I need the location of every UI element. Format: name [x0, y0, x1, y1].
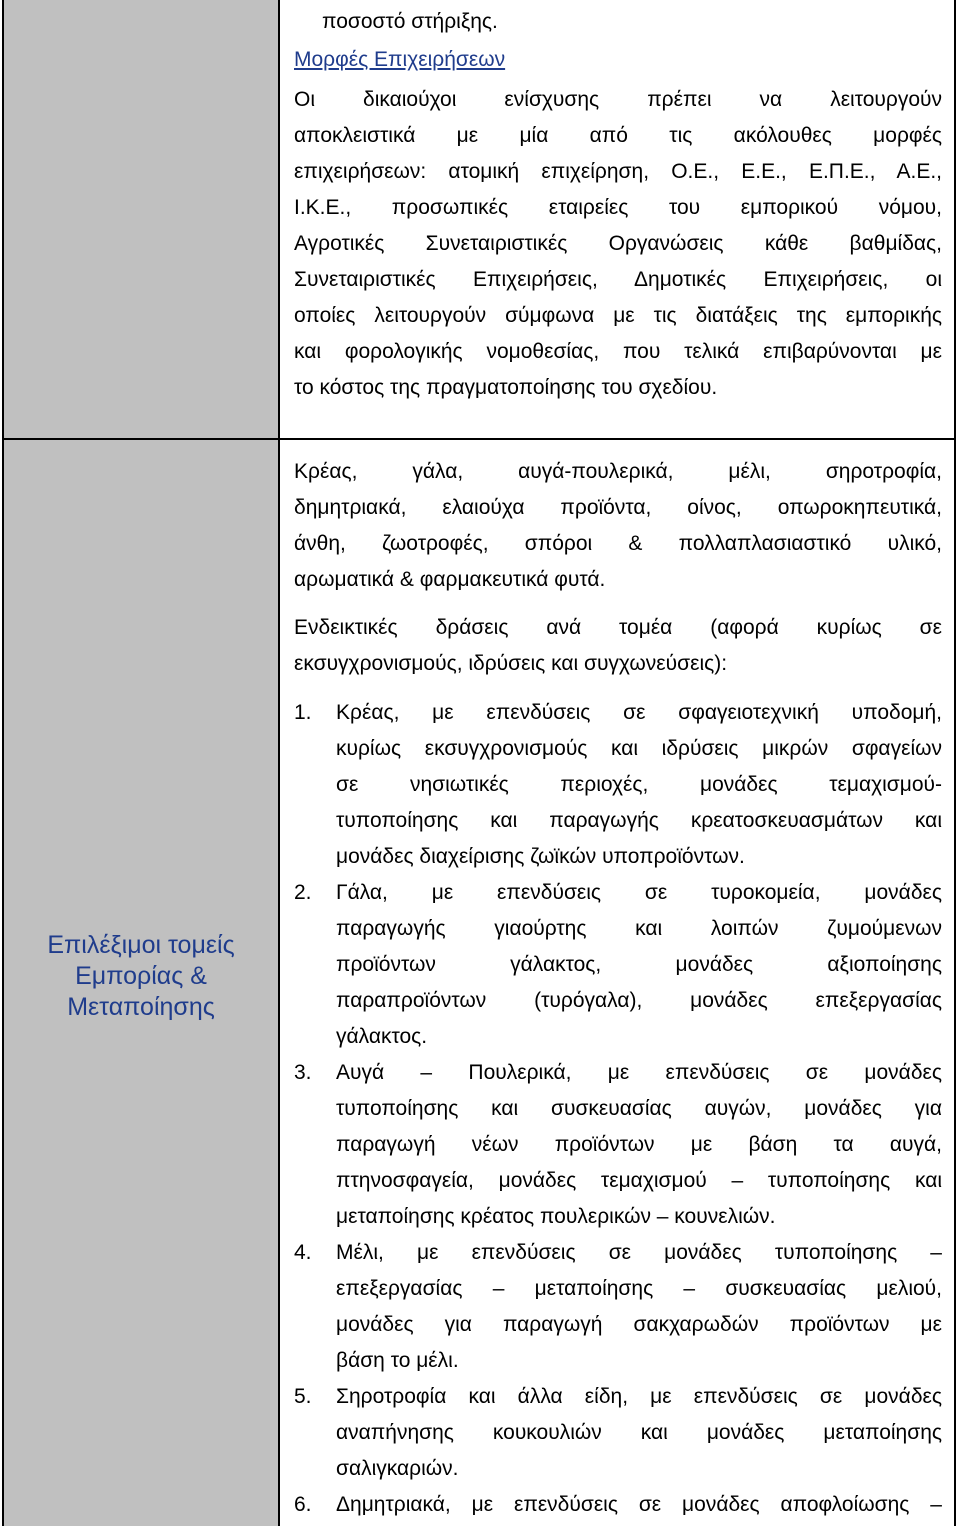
continued-text: ποσοστό στήριξης. — [322, 10, 498, 33]
paragraph-line: αρωματικά & φαρμακευτικά φυτά. — [294, 568, 606, 591]
paragraph-line: δημητριακά, ελαιούχα προϊόντα, οίνος, οπωροκηπευτικά, — [294, 496, 942, 519]
examples-paragraph — [294, 610, 942, 682]
business-forms-paragraph — [294, 82, 942, 406]
list-line: Αυγά – Πουλερικά, με επενδύσεις σε μονάδες — [336, 1061, 942, 1084]
list-line: τυποποίησης και παραγωγής κρεατοσκευασμάτων και — [336, 809, 942, 832]
list-line: κυρίως εκσυγχρονισμούς και ιδρύσεις μικρών σφαγείων — [336, 737, 942, 760]
list-line: προϊόντων γάλακτος, μονάδες αξιοποίησης — [336, 953, 942, 976]
row-label-cell-empty — [4, 0, 280, 438]
list-number: 3. — [294, 1061, 312, 1084]
list-line: μονάδες για παραγωγή σακχαρωδών προϊόντων με — [336, 1313, 942, 1336]
sector-actions-list — [294, 695, 942, 1523]
list-line: παραγωγής γιαούρτης και λοιπών ζυμούμενων — [336, 917, 942, 940]
paragraph-line: και φορολογικής νομοθεσίας, που τελικά επιβαρύνονται με — [294, 340, 942, 363]
list-number: 4. — [294, 1241, 312, 1264]
list-number: 1. — [294, 701, 312, 724]
list-line: παραπροϊόντων (τυρόγαλα), μονάδες επεξεργασίας — [336, 989, 942, 1012]
paragraph-line: αποκλειστικά με μία από τις ακόλουθες μορφές — [294, 124, 942, 147]
list-item — [294, 1055, 942, 1235]
document-table — [2, 0, 956, 1526]
list-item — [294, 1235, 942, 1379]
section-heading-business-forms — [294, 42, 942, 78]
list-line: επεξεργασίας – μεταποίησης – συσκευασίας μελιού, — [336, 1277, 942, 1300]
list-line: βάση το μέλι. — [336, 1349, 459, 1372]
list-number: 2. — [294, 881, 312, 904]
list-line: σαλιγκαριών. — [336, 1457, 459, 1480]
list-line: τυποποίησης και συσκευασίας αυγών, μονάδες για — [336, 1097, 942, 1120]
list-number: 6. — [294, 1493, 312, 1516]
list-line: μονάδες διαχείρισης ζωϊκών υποπροϊόντων. — [336, 845, 745, 868]
sectors-intro-paragraph — [294, 454, 942, 598]
paragraph-line: Συνεταιριστικές Επιχειρήσεις, Δημοτικές Επιχειρήσεις, οι — [294, 268, 942, 291]
paragraph-line: το κόστος της πραγματοποίησης του σχεδίου. — [294, 376, 718, 399]
paragraph-line: άνθη, ζωοτροφές, σπόροι & πολλαπλασιαστικό υλικό, — [294, 532, 942, 555]
table-row-eligible-sectors — [4, 438, 954, 1526]
row-label-cell — [4, 440, 280, 1526]
list-line: παραγωγή νέων προϊόντων με βάση τα αυγά, — [336, 1133, 942, 1156]
list-item — [294, 875, 942, 1055]
heading-text: Μορφές Επιχειρήσεων — [294, 48, 506, 71]
list-item — [294, 1487, 942, 1523]
list-item — [294, 695, 942, 875]
paragraph-line: εκσυγχρονισμούς, ιδρύσεις και συγχωνεύσεις): — [294, 652, 728, 675]
list-line: Κρέας, με επενδύσεις σε σφαγειοτεχνική υποδομή, — [336, 701, 942, 724]
paragraph-line: επιχειρήσεων: ατομική επιχείρηση, Ο.Ε., Ε.Ε., Ε.Π.Ε., Α.Ε., — [294, 160, 942, 183]
list-number: 5. — [294, 1385, 312, 1408]
list-item — [294, 1379, 942, 1487]
list-line: Σηροτροφία και άλλα είδη, με επενδύσεις σε μονάδες — [336, 1385, 942, 1408]
list-line: μεταποίησης κρέατος πουλερικών – κουνελιών. — [336, 1205, 776, 1228]
label-line: Μεταποίησης — [67, 993, 215, 1021]
paragraph-line: Αγροτικές Συνεταιριστικές Οργανώσεις κάθε βαθμίδας, — [294, 232, 942, 255]
list-line: Γάλα, με επενδύσεις σε τυροκομεία, μονάδες — [336, 881, 942, 904]
list-line: αναπήνησης κουκουλιών και μονάδες μεταποίησης — [336, 1421, 942, 1444]
eligible-sectors-label — [4, 930, 278, 1023]
paragraph-line: οποίες λειτουργούν σύμφωνα με τις διατάξεις της εμπορικής — [294, 304, 942, 327]
paragraph-line: Οι δικαιούχοι ενίσχυσης πρέπει να λειτουργούν — [294, 88, 942, 111]
row-content-cell — [282, 440, 954, 1526]
paragraph-line: Ενδεικτικές δράσεις ανά τομέα (αφορά κυρίως σε — [294, 616, 942, 639]
row-content-cell — [282, 0, 954, 438]
list-line: Δημητριακά, με επενδύσεις σε μονάδες αποφλοίωσης – — [336, 1493, 942, 1516]
list-line: πτηνοσφαγεία, μονάδες τεμαχισμού – τυποποίησης και — [336, 1169, 942, 1192]
list-line: σε νησιωτικές περιοχές, μονάδες τεμαχισμού- — [336, 773, 942, 796]
label-line: Εμπορίας & — [75, 962, 207, 990]
table-row-business-forms — [4, 0, 954, 438]
paragraph-line: Ι.Κ.Ε., προσωπικές εταιρείες του εμπορικού νόμου, — [294, 196, 942, 219]
list-line: Μέλι, με επενδύσεις σε μονάδες τυποποίησης – — [336, 1241, 942, 1264]
paragraph-line: Κρέας, γάλα, αυγά-πουλερικά, μέλι, σηροτροφία, — [294, 460, 942, 483]
label-line: Επιλέξιμοι τομείς — [47, 931, 235, 959]
list-line: γάλακτος. — [336, 1025, 428, 1048]
